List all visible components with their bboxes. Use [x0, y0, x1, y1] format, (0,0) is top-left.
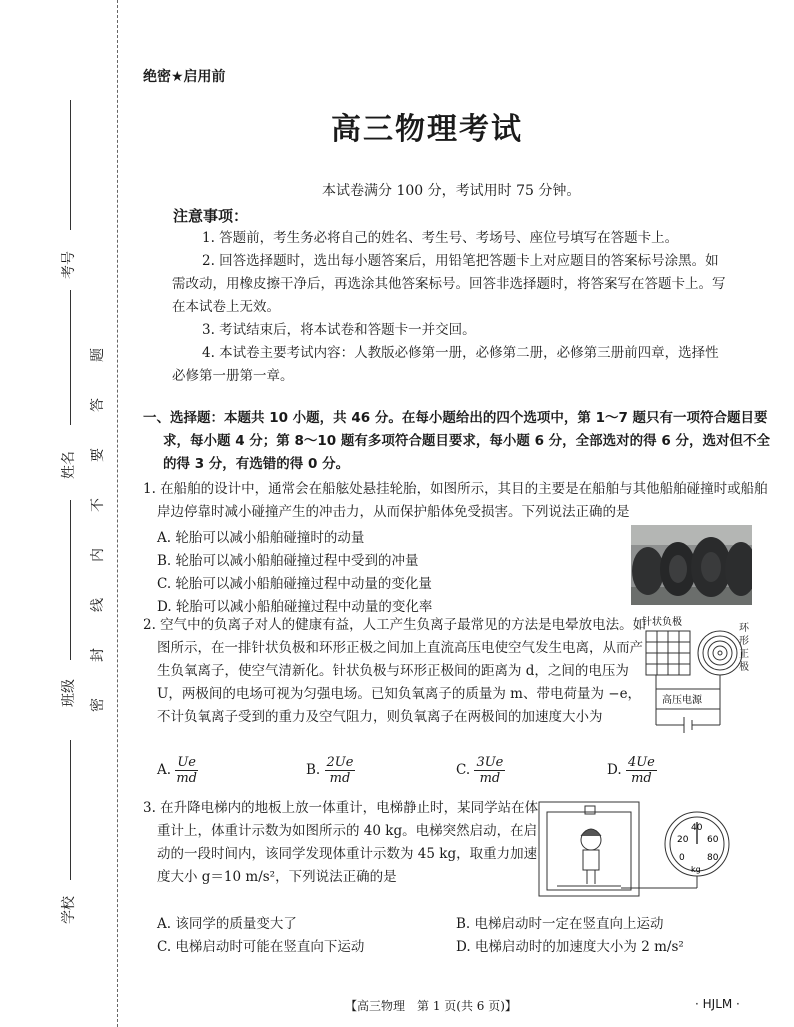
fraction-numerator: 3Ue — [476, 755, 504, 770]
seal-char: 密 — [90, 698, 106, 712]
q1-stem: 1. 在船舶的设计中，通常会在船舷处悬挂轮胎，如图所示，其目的主要是在船舶与其他船舶碰撞时或船舶岸边停靠时减小碰撞产生的冲击力，从而保护船体免受损害。下列说法正确的是 — [143, 481, 768, 520]
dial-tick-label: 80 — [707, 853, 719, 863]
q3-option-c: C. 电梯启动时可能在竖直向下运动 — [157, 939, 365, 955]
notice-heading: 注意事项： — [173, 207, 249, 225]
confidential-mark: 绝密★启用前 — [143, 69, 226, 85]
q2-option-c-letter: C. — [456, 762, 471, 778]
side-class-label: 班级 — [61, 679, 77, 707]
page-footer: 【高三物理 第 1 页(共 6 页)】 — [345, 999, 517, 1013]
fraction-denominator: md — [631, 771, 652, 786]
q2-option-a — [157, 755, 198, 786]
notice-item: 1. 答题前，考生务必将自己的姓名、考生号、考场号、座位号填写在答题卡上。 — [202, 230, 679, 246]
fraction-numerator: 4Ue — [627, 755, 655, 770]
side-exam-no-label: 考号 — [61, 251, 77, 279]
power-supply-label: 高压电源 — [662, 695, 702, 706]
fraction-denominator: md — [176, 771, 197, 786]
q3-stem: 3. 在升降电梯内的地板上放一体重计，电梯静止时，某同学站在体重计上，体重计示数为如图所示的 40 kg。电梯突然启动，在启动的一段时间内，该同学发现体重计示数为 45 kg，取重力加速度大小 g＝10 m/s²，下列说法正确的是 — [143, 800, 539, 885]
dial-tick-label: 20 — [677, 835, 689, 845]
page-title: 高三物理考试 — [331, 112, 523, 147]
fraction-numerator: Ue — [177, 755, 196, 770]
section-instructions: 一、选择题：本题共 10 小题，共 46 分。在每小题给出的四个选项中，第 1～7 题只有一项符合题目要求，每小题 4 分；第 8～10 题有多项符合题目要求，每小题 6 分，全部选对的得 6 分，选对但不全的得 3 分，有选错的得 0 分。 — [143, 410, 770, 472]
binding-dashed-line — [117, 0, 118, 1027]
q2-option-b-letter: B. — [306, 762, 321, 778]
q1-option-b: B. 轮胎可以减小船舶碰撞过程中受到的冲量 — [157, 553, 419, 569]
seal-warning — [88, 330, 108, 730]
notice-item: 4. 本试卷主要考试内容：人教版必修第一册，必修第二册，必修第三册前四章，选择性必修第一册第一章。 — [172, 345, 719, 384]
dial-tick-label: 0 — [679, 853, 685, 863]
q2-stem: 2. 空气中的负离子对人的健康有益，人工产生负离子最常见的方法是电晕放电法。如图所示，在一排针状负极和环形正极之间加上直流高压电使空气发生电离，从而产生负氧离子，使空气清新化。针状负极与环形正极间的距离为 d，之间的电压为 U，两极间的电场可视为匀强电场。已知负氧离子的质量为 m、带电荷量为 −e，不计负氧离子受到的重力及空气阻力，则负氧离子在两极间的加速度大小为 — [143, 617, 647, 725]
q3-option-a: A. 该同学的质量变大了 — [157, 916, 297, 932]
fraction-numerator: 2Ue — [326, 755, 354, 770]
side-class-line — [70, 500, 71, 660]
seal-char: 内 — [90, 548, 106, 562]
ring-anode-label: 环形正极 — [739, 623, 749, 673]
q1-tire-photo — [631, 525, 752, 605]
side-name-label: 姓名 — [61, 451, 77, 479]
q2-option-c-fraction — [474, 755, 505, 786]
fraction-denominator: md — [479, 771, 501, 786]
q2-option-b-fraction — [325, 755, 356, 786]
seal-char: 线 — [90, 598, 106, 612]
score-info: 本试卷满分 100 分，考试用时 75 分钟。 — [322, 183, 581, 199]
dial-unit-label: kg — [691, 865, 701, 874]
side-name-line — [70, 290, 71, 425]
q2-option-a-fraction — [175, 755, 198, 786]
q1-option-d: D. 轮胎可以减小船舶碰撞过程中动量的变化率 — [157, 599, 433, 615]
q3-option-d: D. 电梯启动时的加速度大小为 2 m/s² — [456, 939, 684, 955]
q1-option-c: C. 轮胎可以减小船舶碰撞过程中动量的变化量 — [157, 576, 432, 592]
q2-option-d — [607, 755, 657, 786]
q2-option-b — [306, 755, 355, 786]
needle-cathode-label: 针状负极 — [642, 617, 682, 628]
seal-char: 要 — [90, 448, 106, 462]
seal-char: 封 — [90, 648, 106, 662]
side-school-line — [70, 740, 71, 880]
q2-option-a-letter: A. — [157, 762, 172, 778]
q3-option-b: B. 电梯启动时一定在竖直向上运动 — [456, 916, 664, 932]
q2-option-d-fraction — [626, 755, 657, 786]
q3-elevator-diagram — [537, 800, 755, 900]
seal-char: 题 — [90, 348, 106, 362]
exam-code: · HJLM · — [695, 997, 740, 1011]
dial-tick-label: 60 — [707, 835, 719, 845]
notice-item: 2. 回答选择题时，选出每小题答案后，用铅笔把答题卡上对应题目的答案标号涂黑。如需改动，用橡皮擦干净后，再选涂其他答案标号。回答非选择题时，将答案写在答题卡上。写在本试卷上无效。 — [172, 253, 726, 315]
seal-char: 不 — [90, 498, 106, 512]
side-school-label: 学校 — [61, 896, 77, 924]
seal-char: 答 — [90, 398, 106, 412]
student-figure — [581, 829, 601, 884]
fraction-denominator: md — [329, 771, 351, 786]
notice-item: 3. 考试结束后，将本试卷和答题卡一并交回。 — [202, 322, 476, 338]
q1-option-a: A. 轮胎可以减小船舶碰撞时的动量 — [157, 530, 365, 546]
q2-option-d-letter: D. — [607, 762, 622, 778]
q2-option-c — [456, 755, 505, 786]
dial-tick-label: 40 — [691, 823, 703, 833]
